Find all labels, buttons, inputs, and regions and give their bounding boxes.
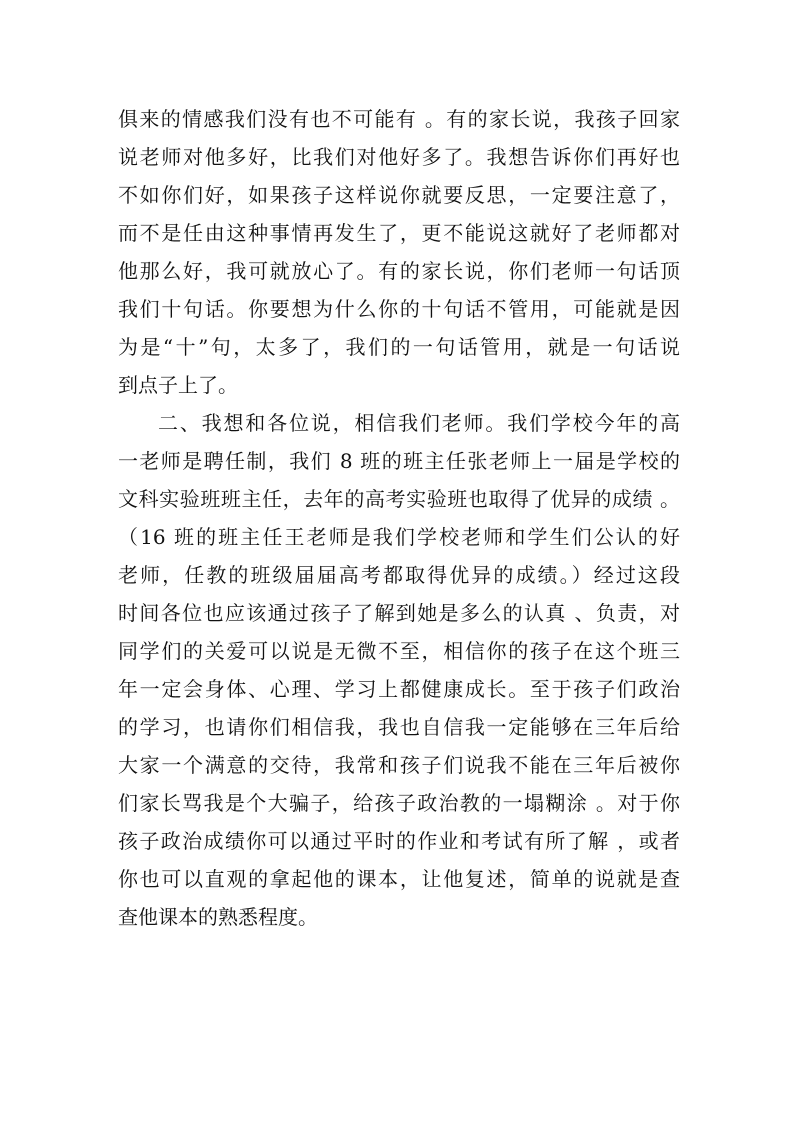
text-line: 你也可以直观的拿起他的课本，让他复述，简单的说就是查 <box>118 867 680 891</box>
text-line: 同学们的关爱可以说是无微不至，相信你的孩子在这个班三 <box>118 639 680 663</box>
text-line: 们家长骂我是个大骗子，给孩子政治教的一塌糊涂 。对于你 <box>118 791 680 815</box>
text-line: 的学习，也请你们相信我，我也自信我一定能够在三年后给 <box>118 715 680 739</box>
text-line: 俱来的情感我们没有也不可能有 。有的家长说，我孩子回家 <box>118 107 680 131</box>
text-line: 他那么好，我可就放心了。有的家长说，你们老师一句话顶 <box>118 259 680 283</box>
paragraph-end-line: 到点子上了。 <box>118 373 238 397</box>
text-line: 时间各位也应该通过孩子了解到她是多么的认真 、负责，对 <box>118 601 680 625</box>
paragraph-start-line: 二、我想和各位说，相信我们老师。我们学校今年的高 <box>158 411 680 435</box>
text-line: 年一定会身体、心理、学习上都健康成长。至于孩子们政治 <box>118 677 680 701</box>
text-line: 文科实验班班主任，去年的高考实验班也取得了优异的成绩 。 <box>118 487 680 511</box>
text-line: 为是“十”句，太多了，我们的一句话管用，就是一句话说 <box>118 335 680 359</box>
text-line: 说老师对他多好，比我们对他好多了。我想告诉你们再好也 <box>118 145 680 169</box>
document-body <box>118 100 680 936</box>
text-line: 一老师是聘任制，我们 8 班的班主任张老师上一届是学校的 <box>118 449 680 473</box>
paragraph-end-line: 查他课本的熟悉程度。 <box>118 905 318 929</box>
text-line: 不如你们好，如果孩子这样说你就要反思，一定要注意了， <box>118 183 680 207</box>
text-line: 我们十句话。你要想为什么你的十句话不管用，可能就是因 <box>118 297 680 321</box>
text-line: 老师，任教的班级届届高考都取得优异的成绩。）经过这段 <box>118 563 680 587</box>
text-line: 孩子政治成绩你可以通过平时的作业和考试有所了解 ，或者 <box>118 829 680 853</box>
text-line: 大家一个满意的交待，我常和孩子们说我不能在三年后被你 <box>118 753 680 777</box>
text-line: 而不是任由这种事情再发生了，更不能说这就好了老师都对 <box>118 221 680 245</box>
text-line: （16 班的班主任王老师是我们学校老师和学生们公认的好 <box>118 525 680 549</box>
